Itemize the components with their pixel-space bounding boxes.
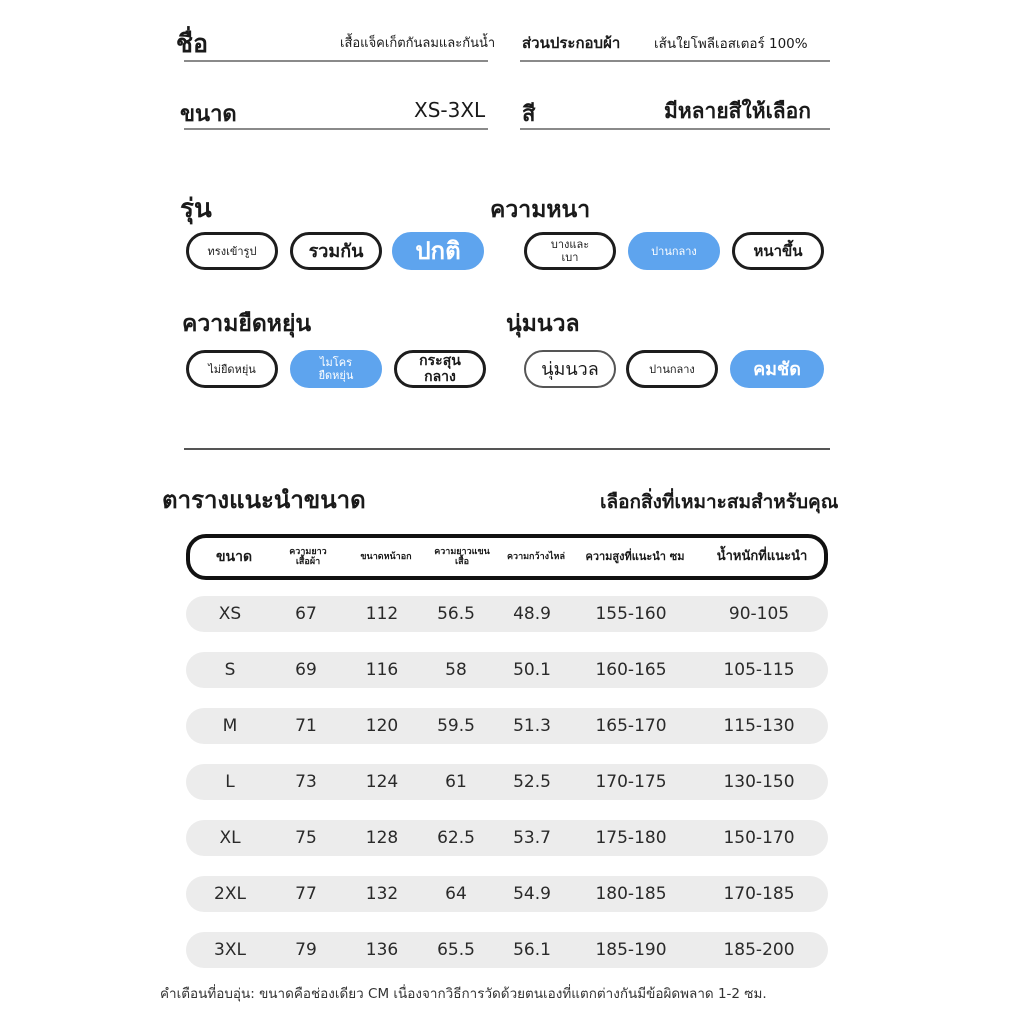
cell-sleeve: 56.5 (437, 604, 475, 624)
cell-sleeve: 61 (445, 772, 467, 792)
softness-option-crisp[interactable]: คมชัด (730, 350, 824, 388)
cell-weight: 150-170 (723, 828, 795, 848)
cell-weight: 105-115 (723, 660, 795, 680)
cell-size: L (225, 772, 235, 792)
thickness-option-thin[interactable]: บางและเบา (524, 232, 616, 270)
elasticity-option-none[interactable]: ไม่ยืดหยุ่น (186, 350, 278, 388)
cell-sleeve: 65.5 (437, 940, 475, 960)
table-row (186, 820, 828, 856)
size-value: XS-3XL (414, 98, 486, 122)
header-weight: น้ำหนักที่แนะนำ (716, 549, 808, 564)
color-value: มีหลายสีให้เลือก (664, 99, 811, 123)
cell-shoulder: 52.5 (513, 772, 551, 792)
cell-height: 160-165 (595, 660, 667, 680)
table-row (186, 652, 828, 688)
softness-option-medium[interactable]: ปานกลาง (626, 350, 718, 388)
cell-length: 75 (295, 828, 317, 848)
name-label: ชื่อ (176, 29, 208, 58)
fit-title: รุ่น (180, 194, 212, 224)
cell-size: S (224, 660, 236, 680)
table-row (186, 596, 828, 632)
size-underline (184, 128, 488, 130)
cell-sleeve: 58 (445, 660, 467, 680)
cell-height: 170-175 (595, 772, 667, 792)
cell-chest: 124 (365, 772, 399, 792)
cell-weight: 130-150 (723, 772, 795, 792)
size-chart-subtitle: เลือกสิ่งที่เหมาะสมสำหรับคุณ (600, 491, 839, 513)
cell-chest: 116 (365, 660, 399, 680)
table-row (186, 932, 828, 968)
table-row (186, 708, 828, 744)
cell-shoulder: 54.9 (513, 884, 551, 904)
cell-shoulder: 48.9 (513, 604, 551, 624)
cell-weight: 115-130 (723, 716, 795, 736)
cell-size: 3XL (214, 940, 246, 960)
cell-height: 155-160 (595, 604, 667, 624)
cell-shoulder: 56.1 (513, 940, 551, 960)
cell-sleeve: 59.5 (437, 716, 475, 736)
cell-chest: 132 (365, 884, 399, 904)
header-height: ความสูงที่แนะนำ ซม (585, 550, 685, 563)
cell-weight: 90-105 (728, 604, 790, 624)
footnote: คำเตือนที่อบอุ่น: ขนาดคือช่องเดียว CM เนื่องจากวิธีการวัดด้วยตนเองที่แตกต่างกันมีข้อผิดพลาด 1-2 ซม. (160, 986, 767, 1002)
cell-height: 165-170 (595, 716, 667, 736)
cell-shoulder: 51.3 (513, 716, 551, 736)
cell-length: 69 (295, 660, 317, 680)
header-chest: ขนาดหน้าอก (360, 552, 412, 562)
material-underline (520, 60, 830, 62)
cell-weight: 170-185 (723, 884, 795, 904)
cell-weight: 185-200 (723, 940, 795, 960)
color-label: สี (522, 102, 536, 127)
cell-length: 71 (295, 716, 317, 736)
cell-size: M (222, 716, 238, 736)
material-label: ส่วนประกอบผ้า (522, 34, 621, 52)
color-underline (520, 128, 830, 130)
thickness-option-thick[interactable]: หนาขึ้น (732, 232, 824, 270)
header-sleeve: ความยาวแขนเสื้อ (434, 547, 490, 567)
cell-height: 175-180 (595, 828, 667, 848)
header-length: ความยาวเสื้อผ้า (289, 547, 327, 567)
elasticity-option-medium[interactable]: กระสุนกลาง (394, 350, 486, 388)
name-underline (184, 60, 488, 62)
cell-sleeve: 64 (445, 884, 467, 904)
fit-option-regular[interactable]: ปกติ (392, 232, 484, 270)
section-divider (184, 448, 830, 450)
elasticity-option-micro[interactable]: ไมโครยืดหยุ่น (290, 350, 382, 388)
cell-chest: 112 (365, 604, 399, 624)
size-chart-title: ตารางแนะนำขนาด (162, 486, 366, 514)
cell-size: 2XL (214, 884, 246, 904)
table-row (186, 764, 828, 800)
material-value: เส้นใยโพลีเอสเตอร์ 100% (654, 36, 808, 52)
cell-shoulder: 53.7 (513, 828, 551, 848)
header-size: ขนาด (215, 549, 253, 565)
cell-length: 73 (295, 772, 317, 792)
cell-height: 185-190 (595, 940, 667, 960)
fit-option-fitted[interactable]: ทรงเข้ารูป (186, 232, 278, 270)
table-row (186, 876, 828, 912)
cell-size: XS (218, 604, 242, 624)
cell-length: 67 (295, 604, 317, 624)
cell-height: 180-185 (595, 884, 667, 904)
cell-length: 77 (295, 884, 317, 904)
elasticity-title: ความยืดหยุ่น (182, 311, 312, 337)
size-chart-header (186, 534, 828, 580)
cell-chest: 128 (365, 828, 399, 848)
header-shoulder: ความกว้างไหล่ (507, 552, 565, 562)
name-value: เสื้อแจ็คเก็ตกันลมและกันน้ำ (340, 36, 496, 51)
softness-title: นุ่มนวล (506, 311, 580, 337)
thickness-title: ความหนา (490, 197, 591, 223)
cell-chest: 136 (365, 940, 399, 960)
cell-size: XL (219, 828, 241, 848)
cell-length: 79 (295, 940, 317, 960)
cell-sleeve: 62.5 (437, 828, 475, 848)
cell-shoulder: 50.1 (513, 660, 551, 680)
cell-chest: 120 (365, 716, 399, 736)
size-label: ขนาด (180, 102, 237, 127)
thickness-option-medium[interactable]: ปานกลาง (628, 232, 720, 270)
softness-option-soft[interactable]: นุ่มนวล (524, 350, 616, 388)
fit-option-combined[interactable]: รวมกัน (290, 232, 382, 270)
